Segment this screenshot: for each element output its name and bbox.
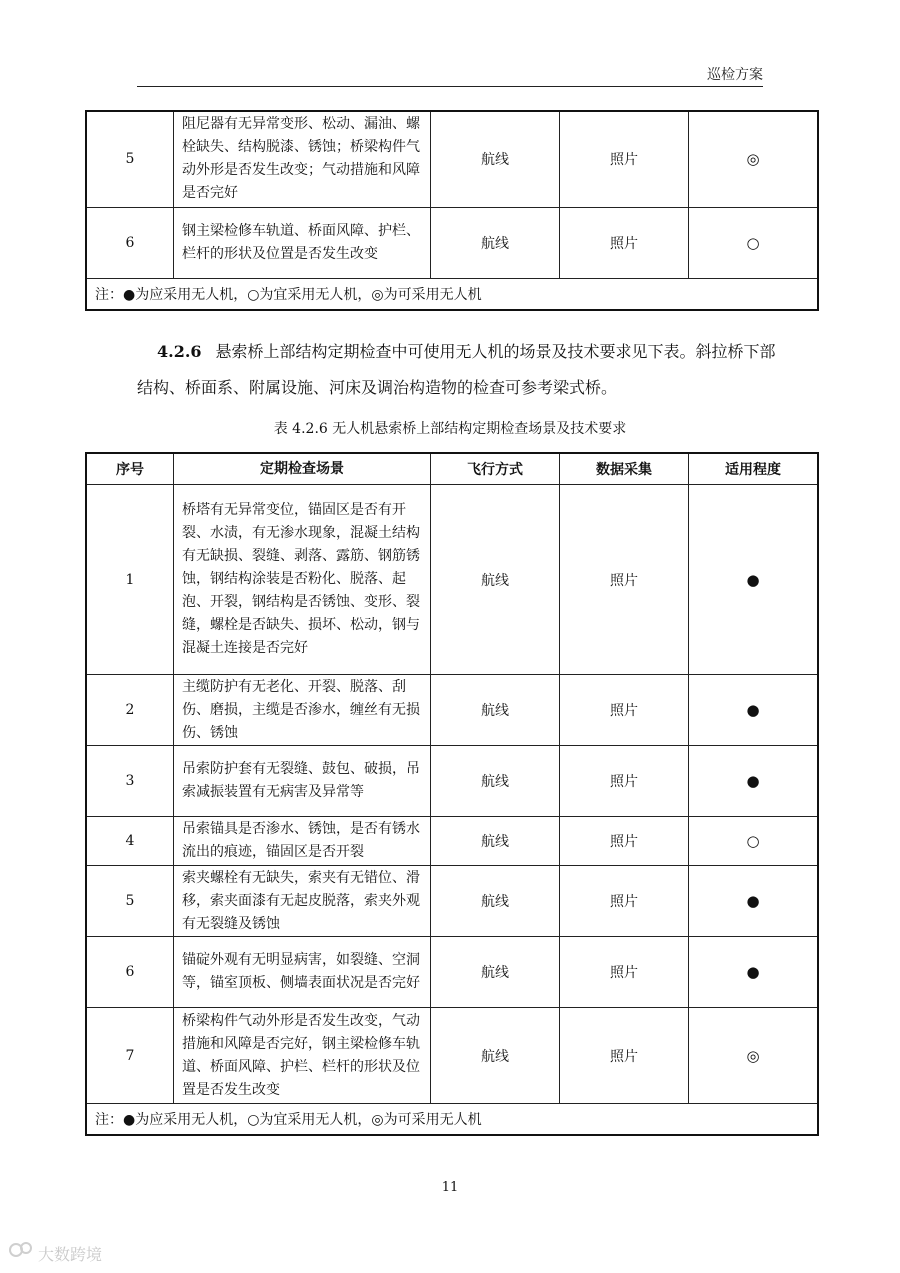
watermark-logo-icon (8, 1240, 38, 1264)
data-collection: 照片 (560, 1008, 689, 1104)
flight-mode: 航线 (431, 111, 560, 207)
applicability-symbol: ● (689, 937, 819, 1008)
data-collection: 照片 (560, 817, 689, 866)
inspection-scene: 钢主梁检修车轨道、桥面风障、护栏、栏杆的形状及位置是否发生改变 (174, 207, 431, 278)
applicability-symbol: ● (689, 746, 819, 817)
flight-mode: 航线 (431, 937, 560, 1008)
data-collection: 照片 (560, 111, 689, 207)
table-row (86, 111, 818, 207)
inspection-scene: 锚碇外观有无明显病害，如裂缝、空洞等，锚室顶板、侧墙表面状况是否完好 (174, 937, 431, 1008)
inspection-scene: 吊索防护套有无裂缝、鼓包、破损，吊索减振装置有无病害及异常等 (174, 746, 431, 817)
applicability-symbol: ◎ (689, 1008, 819, 1104)
page-number: 11 (441, 1180, 459, 1195)
table-row (86, 1008, 818, 1104)
flight-mode: 航线 (431, 485, 560, 675)
table-row (86, 866, 818, 937)
flight-mode: 航线 (431, 746, 560, 817)
header-flight-mode: 飞行方式 (431, 453, 560, 485)
flight-mode: 航线 (431, 866, 560, 937)
section-text: 悬索桥上部结构定期检查中可使用无人机的场景及技术要求见下表。斜拉桥下部结构、桥面系、附属设施、河床及调治构造物的检查可参考梁式桥。 (137, 342, 776, 397)
flight-mode: 航线 (431, 817, 560, 866)
flight-mode: 航线 (431, 675, 560, 746)
row-number: 6 (86, 937, 174, 1008)
applicability-symbol: ○ (689, 207, 819, 278)
inspection-scene: 桥塔有无异常变位，锚固区是否有开裂、水渍，有无渗水现象，混凝土结构有无缺损、裂缝、剥落、露筋、钢筋锈蚀，钢结构涂装是否粉化、脱落、起泡、开裂，钢结构是否锈蚀、变形、裂缝，螺栓是否缺失、损坏、松动，钢与混凝土连接是否完好 (174, 485, 431, 675)
data-collection: 照片 (560, 866, 689, 937)
inspection-scene: 索夹螺栓有无缺失，索夹有无错位、滑移，索夹面漆有无起皮脱落，索夹外观有无裂缝及锈蚀 (174, 866, 431, 937)
applicability-symbol: ○ (689, 817, 819, 866)
section-number: 4.2.6 (157, 342, 202, 361)
applicability-symbol: ◎ (689, 111, 819, 207)
header-scene: 定期检查场景 (174, 453, 431, 485)
watermark (8, 1240, 102, 1265)
table-header-row (86, 453, 818, 485)
section-paragraph (137, 334, 777, 406)
table-row (86, 207, 818, 278)
inspection-scene: 主缆防护有无老化、开裂、脱落、刮伤、磨损，主缆是否渗水，缠丝有无损伤、锈蚀 (174, 675, 431, 746)
continued-table (85, 110, 819, 311)
inspection-table (85, 452, 819, 1136)
flight-mode: 航线 (431, 1008, 560, 1104)
applicability-symbol: ● (689, 866, 819, 937)
row-number: 5 (86, 866, 174, 937)
inspection-scene: 桥梁构件气动外形是否发生改变，气动措施和风障是否完好，钢主梁检修车轨道、桥面风障、护栏、栏杆的形状及位置是否发生改变 (174, 1008, 431, 1104)
table-note-row (86, 278, 818, 310)
data-collection: 照片 (560, 675, 689, 746)
watermark-text: 大数跨境 (38, 1245, 103, 1264)
data-collection: 照片 (560, 746, 689, 817)
table-row (86, 675, 818, 746)
table-row (86, 817, 818, 866)
header-data-collection: 数据采集 (560, 453, 689, 485)
header-title: 巡检方案 (707, 67, 763, 83)
row-number: 2 (86, 675, 174, 746)
legend-note: 注：●为应采用无人机，○为宜采用无人机，◎为可采用无人机 (86, 278, 818, 310)
data-collection: 照片 (560, 485, 689, 675)
table-row (86, 746, 818, 817)
row-number: 5 (86, 111, 174, 207)
data-collection: 照片 (560, 937, 689, 1008)
table-row (86, 485, 818, 675)
row-number: 4 (86, 817, 174, 866)
table-row (86, 937, 818, 1008)
row-number: 6 (86, 207, 174, 278)
inspection-scene: 阻尼器有无异常变形、松动、漏油、螺栓缺失、结构脱漆、锈蚀；桥梁构件气动外形是否发生改变；气动措施和风障是否完好 (174, 111, 431, 207)
data-collection: 照片 (560, 207, 689, 278)
header-divider (137, 86, 763, 87)
applicability-symbol: ● (689, 675, 819, 746)
table-caption: 表 4.2.6 无人机悬索桥上部结构定期检查场景及技术要求 (273, 421, 627, 437)
row-number: 3 (86, 746, 174, 817)
header-applicability: 适用程度 (689, 453, 819, 485)
legend-note: 注：●为应采用无人机，○为宜采用无人机，◎为可采用无人机 (86, 1104, 818, 1136)
flight-mode: 航线 (431, 207, 560, 278)
applicability-symbol: ● (689, 485, 819, 675)
table-note-row (86, 1104, 818, 1136)
row-number: 7 (86, 1008, 174, 1104)
row-number: 1 (86, 485, 174, 675)
inspection-scene: 吊索锚具是否渗水、锈蚀，是否有锈水流出的痕迹，锚固区是否开裂 (174, 817, 431, 866)
header-no: 序号 (86, 453, 174, 485)
